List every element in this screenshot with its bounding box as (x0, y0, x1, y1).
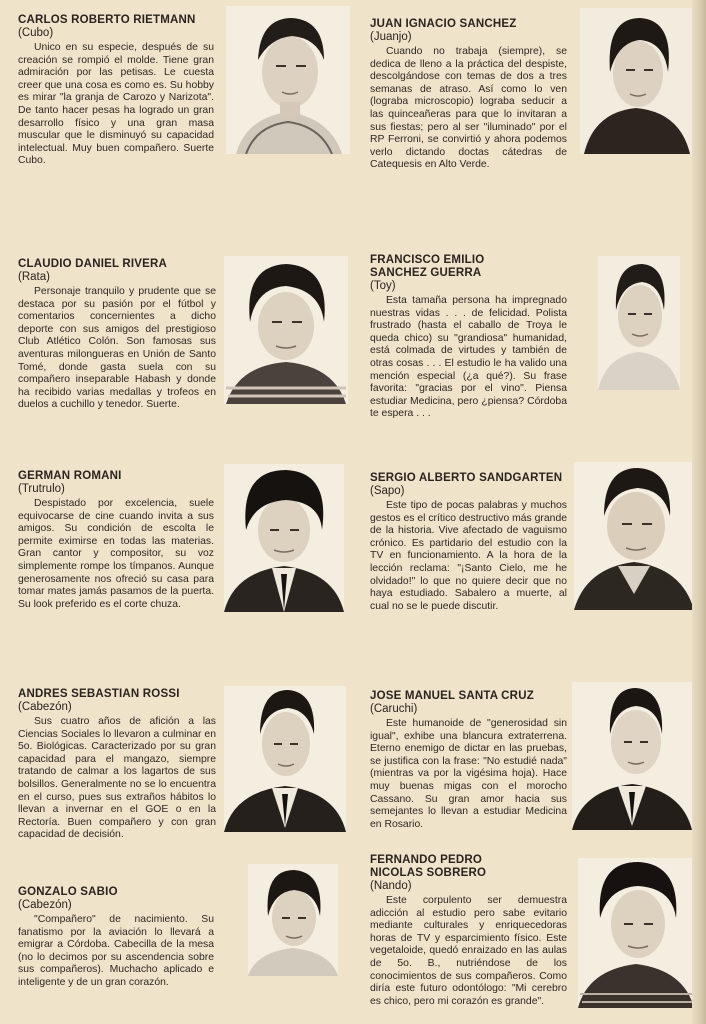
student-name: FRANCISCO EMILIO SANCHEZ GUERRA (370, 254, 485, 279)
student-nickname: (Juanjo) (370, 31, 412, 43)
entry-sabio (18, 886, 214, 990)
page-edge (692, 0, 706, 1024)
entry-sandgarten (370, 472, 567, 613)
entry-rossi (18, 688, 216, 842)
portrait-photo-romani (224, 464, 344, 612)
student-nickname: (Nando) (370, 880, 412, 892)
student-name: ANDRES SEBASTIAN ROSSI (18, 688, 180, 700)
student-bio: Despistado por excelencia, suele equivocarse de cine cuando invita a sus amigos. Su condición de escolta le permite eximirse en todas las materias. Gran cantor y compositor, su voz simplemente rompe los tímpanos. Aunque generosamente nos ofreció su casa para tomar mates jamás pasamos de la puerta. Su look preferido es el corte chuza. (18, 498, 214, 610)
student-nickname: (Trutrulo) (18, 483, 65, 495)
entry-rivera (18, 258, 216, 412)
portrait-photo-sabio (248, 864, 338, 976)
portrait-photo-sandgarten (574, 462, 694, 610)
student-nickname: (Sapo) (370, 485, 405, 497)
portrait-photo-rivera (224, 256, 348, 404)
student-bio: Este humanoide de "generosidad sin igual", exhibe una blancura extraterrena. Eterno enemigo de dictar en las pruebas, se justifica con la frase: "No estudié nada" (mientras va por la vigésima hoja). Hace muy buenas migas con el morocho Cassano. Su gran amor hacia sus semejantes lo llevan a estudiar Medicina en Rosario. (370, 718, 567, 830)
student-bio: Sus cuatro años de afición a las Ciencias Sociales lo llevaron a culminar en 5o. Biológicas. Caracterizado por su gran capacidad para el mangazo, siempre tratando de calmar a los lagartos de sus bolsillos. Generalmente no se lo encuentra en el curso, pues sus extraños hábitos lo llevan a invernar en el GOE o en la Rectoría. Buen compañero y con gran capacidad de decisión. (18, 716, 216, 841)
student-bio: Cuando no trabaja (siempre), se dedica de lleno a la práctica del despiste, descolgándose con temas de dos a tres semanas de atraso. Así como lo ven (lograba microscopio) lograba seducir a las quinceañeras para que lo invitaran a sus fiestas; pero al ser "iluminado" por el RP Ferroni, se convirtió y ahora podemos verlo dictando doctas cátedras de Catequesis en Alto Verde. (370, 46, 567, 171)
student-name: GERMAN ROMANI (18, 470, 122, 482)
entry-sobrero (370, 854, 567, 1008)
student-name: SERGIO ALBERTO SANDGARTEN (370, 472, 563, 484)
student-nickname: (Cabezón) (18, 899, 72, 911)
student-name: GONZALO SABIO (18, 886, 118, 898)
student-nickname: (Cubo) (18, 27, 54, 39)
student-bio: Esta tamaña persona ha impregnado nuestras vidas . . . de felicidad. Polista frustrado (hasta el caballo de Troya le queda chico) su "grandiosa" humanidad, está colmada de virtudes y también de otras cosas . . . El estudio le ha valido una mención especial (¿a qué?). Su frase favorita: "gracias por el vino". Piensa estudiar Medicina, pero ¿piensa? Córdoba te espera . . . (370, 295, 567, 420)
entry-sanchez-guerra (370, 254, 567, 421)
student-bio: Personaje tranquilo y prudente que se destaca por su pasión por el fútbol y comentarios concernientes a dicho deporte con sus amigos del prestigioso Club Atlético Colón. Son famosas sus aventuras milongueras en Unión de Santo Tomé, donde gasta suela con su compañero inseparable Habash y donde ha recibido varias medallas y trofeos en duelos a cuchillo y tenedor. Suerte. (18, 286, 216, 411)
portrait-photo-sanchez-guerra (598, 256, 680, 390)
student-bio: Este tipo de pocas palabras y muchos gestos es el crítico destructivo más grande de la historia. Vive afectado de vaguismo crónico. Es partidario del estudio con la TV en funcionamiento. A la hora de la lección reclama: "¡Santo Cielo, me he olvidado!" lo que no quiere decir que no haya estudiado. Sabalero a muerte, al cual no se le puede discutir. (370, 500, 567, 612)
student-nickname: (Caruchi) (370, 703, 418, 715)
student-nickname: (Cabezón) (18, 701, 72, 713)
student-bio: Este corpulento ser demuestra adicción al estudio pero sabe evitario mediante culturales y enriquecedoras horas de TV y esparcimiento físico. Este vegetaloide, quedó enraizado en las aulas de 5o. B., nutriéndose de los conocimientos de sus compañeros. Como diría este futuro odontólogo: "Mi cerebro es chico, pero mi corazón es grande". (370, 895, 567, 1007)
student-name: FERNANDO PEDRO NICOLAS SOBRERO (370, 854, 487, 879)
student-name: JUAN IGNACIO SANCHEZ (370, 18, 517, 30)
student-nickname: (Rata) (18, 271, 50, 283)
portrait-photo-santa-cruz (572, 682, 692, 830)
portrait-photo-rietmann (226, 6, 350, 154)
student-nickname: (Toy) (370, 280, 396, 292)
entry-santa-cruz (370, 690, 567, 831)
entry-romani (18, 470, 214, 611)
entry-rietmann (18, 14, 214, 168)
entry-sanchez (370, 18, 567, 172)
student-name: CARLOS ROBERTO RIETMANN (18, 14, 196, 26)
portrait-photo-rossi (224, 686, 346, 832)
portrait-photo-sobrero (578, 858, 694, 1008)
student-name: CLAUDIO DANIEL RIVERA (18, 258, 168, 270)
portrait-photo-sanchez (580, 8, 694, 154)
student-name: JOSE MANUEL SANTA CRUZ (370, 690, 534, 702)
student-bio: "Compañero" de nacimiento. Su fanatismo por la aviación lo llevará a emigrar a Córdoba. Cabecilla de la mesa (no lo decimos por su ascendencia sobre sus compañeros). Muchacho aplicado e inteligente y de un gran corazón. (18, 914, 214, 988)
student-bio: Unico en su especie, después de su creación se rompió el molde. Tiene gran admiración por las petisas. Le cuesta creer que una cosa es como es. Su hobby es mirar "la granja de Carozo y Narizota". De tanto hacer pesas ha logrado un gran desarrollo físico y una gran masa muscular que le disminuyó su capacidad intelectual. Muy buen compañero. Suerte Cubo. (18, 42, 214, 167)
